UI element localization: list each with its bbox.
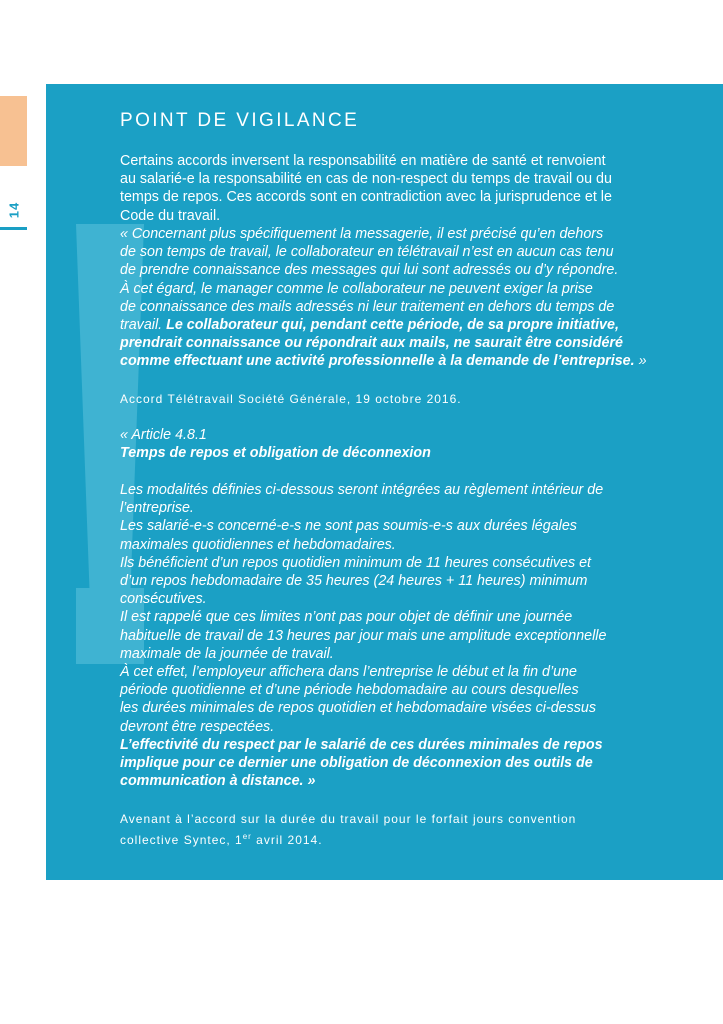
side-tab-line: [0, 227, 27, 230]
vigilance-panel: [46, 84, 723, 880]
text-line: communication à distance. »: [120, 773, 316, 790]
text-line: les durées minimales de repos quotidien et hebdomadaire visées ci-dessus: [120, 700, 597, 717]
text-line: Il est rappelé que ces limites n’ont pas pour objet de définir une journée: [120, 609, 573, 626]
text-line: À cet effet, l’employeur affichera dans l’entreprise le début et la fin d’une: [120, 664, 577, 681]
text-line: prendrait connaissance ou répondrait aux mails, ne saurait être considéré: [120, 335, 623, 352]
text-line: temps de repos. Ces accords sont en contradiction avec la jurisprudence et le: [120, 189, 612, 206]
article-body: [120, 481, 700, 790]
quote-messagerie: [120, 225, 700, 371]
article-number: « Article 4.8.1: [120, 427, 207, 443]
quote-article: [120, 426, 700, 462]
text-line: Avenant à l’accord sur la durée du travail pour le forfait jours convention: [120, 812, 577, 826]
text-segment: avril 2014.: [251, 833, 323, 848]
text-line: consécutives.: [120, 591, 207, 608]
text-line: Les modalités définies ci-dessous seront intégrées au règlement intérieur de: [120, 482, 604, 498]
text-line: À cet égard, le manager comme le collaborateur ne peuvent exiger la prise: [120, 280, 593, 297]
text-line: de prendre connaissance des messages qui lui sont adressés ou d’y répondre.: [120, 262, 619, 279]
text-line: habituelle de travail de 13 heures par jour mais une amplitude exceptionnelle: [120, 627, 607, 644]
text-line: maximales quotidiennes et hebdomadaires.: [120, 536, 396, 553]
text-line: d’un repos hebdomadaire de 35 heures (24 heures + 11 heures) minimum: [120, 573, 588, 590]
text-line: implique pour ce dernier une obligation de déconnexion des outils de: [120, 755, 593, 772]
text-line: Code du travail.: [120, 207, 221, 224]
panel-title: POINT DE VIGILANCE: [120, 110, 360, 131]
side-tab-accent: [0, 96, 27, 166]
text-line: devront être respectées.: [120, 718, 275, 735]
text-line: Ils bénéficient d’un repos quotidien minimum de 11 heures consécutives et: [120, 554, 592, 571]
text-segment: collective Syntec, 1: [120, 833, 243, 848]
text-line: période quotidienne et d’une période hebdomadaire au cours desquelles: [120, 682, 579, 699]
source-societe-generale: Accord Télétravail Société Générale, 19 octobre 2016.: [120, 392, 462, 406]
text-line: Certains accords inversent la responsabilité en matière de santé et renvoient: [120, 153, 606, 169]
text-line-mixed: [120, 352, 700, 370]
text-line: l’entreprise.: [120, 500, 194, 517]
text-segment: »: [634, 353, 647, 370]
text-line: Les salarié-e-s concerné-e-s ne sont pas soumis-e-s aux durées légales: [120, 518, 577, 535]
text-line: de connaissance des mails adressés ni leur traitement en dehors du temps de: [120, 298, 615, 315]
text-line-mixed: [120, 316, 700, 334]
superscript: er: [242, 832, 252, 842]
text-segment-bold: Le collaborateur qui, pendant cette période, de sa propre initiative,: [166, 317, 619, 334]
text-line: « Concernant plus spécifiquement la messagerie, il est précisé qu’en dehors: [120, 226, 604, 242]
article-heading: Temps de repos et obligation de déconnexion: [120, 445, 431, 462]
source-syntec: [120, 810, 700, 849]
text-line-mixed: [120, 828, 700, 849]
text-line: maximale de la journée de travail.: [120, 645, 334, 662]
text-line: de son temps de travail, le collaborateur en télétravail n’est en aucun cas tenu: [120, 244, 614, 261]
text-segment: travail.: [120, 317, 167, 334]
text-line: L’effectivité du respect par le salarié de ces durées minimales de repos: [120, 736, 603, 753]
text-line: au salarié-e la responsabilité en cas de non-respect du temps de travail ou du: [120, 171, 612, 188]
text-segment-bold: comme effectuant une activité professionnelle à la demande de l’entreprise.: [120, 353, 635, 370]
intro-paragraph: [120, 152, 700, 225]
page-number: 14: [6, 201, 21, 219]
